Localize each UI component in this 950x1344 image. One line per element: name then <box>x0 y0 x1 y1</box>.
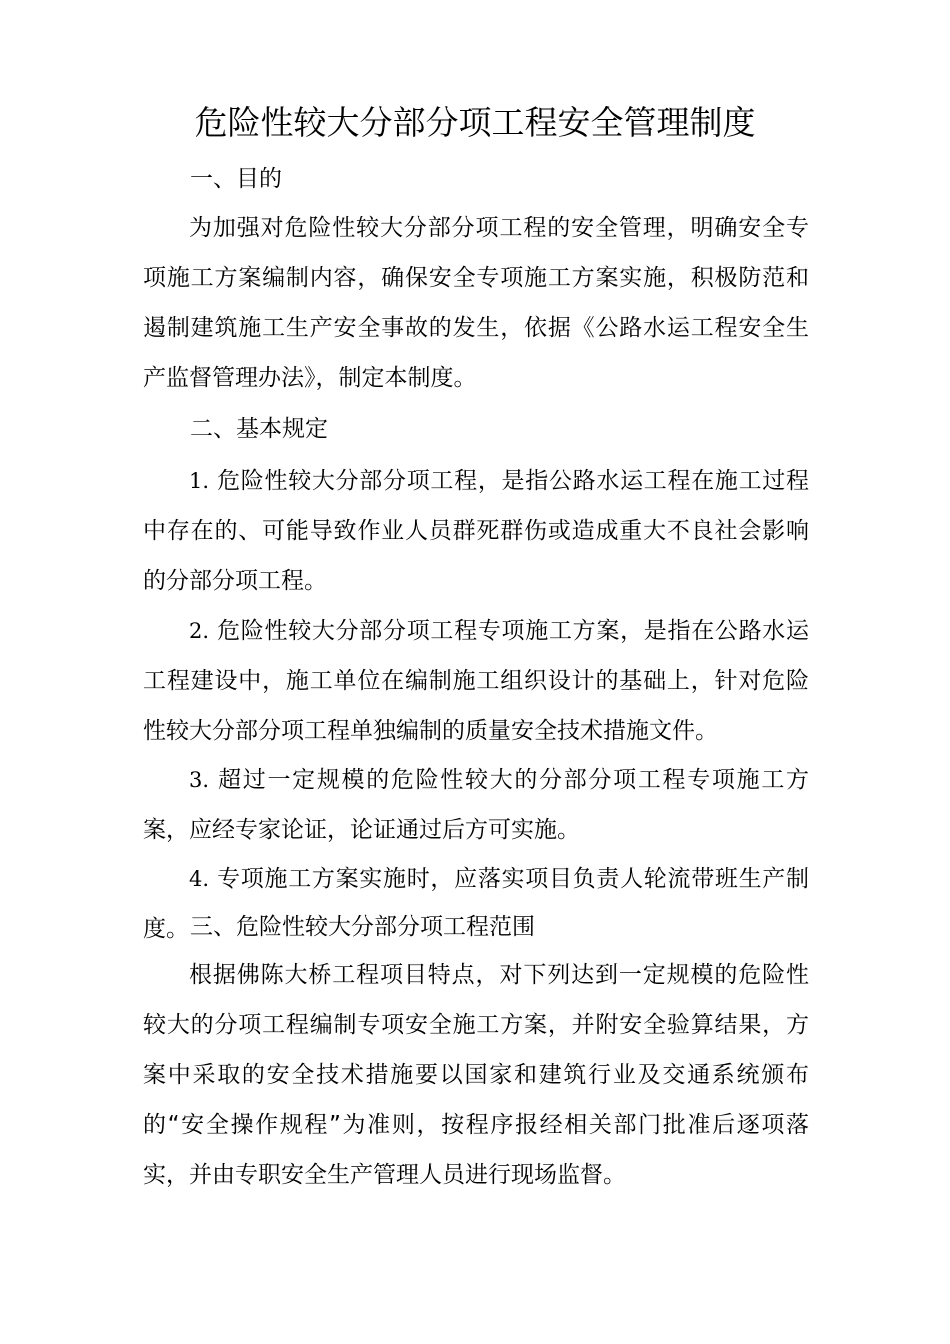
rule-item-number: 2. <box>189 619 210 643</box>
rule-item-text: 专项施工方案实施时，应落实项目负责人轮流带班生产制度。 <box>143 866 810 942</box>
document-title: 危险性较大分部分项工程安全管理制度 <box>194 103 756 142</box>
purpose-paragraph: 为加强对危险性较大分部分项工程的安全管理，明确安全专项施工方案编制内容，确保安全专项施工方案实施，积极防范和遏制建筑施工生产安全事故的发生，依据《公路水运工程安全生产监督管理办法》，制定本制度。 <box>143 215 809 391</box>
rule-item-3 <box>143 755 809 855</box>
rule-item-text: 危险性较大分部分项工程专项施工方案，是指在公路水运工程建设中，施工单位在编制施工组织设计的基础上，针对危险性较大分部分项工程单独编制的质量安全技术措施文件。 <box>143 618 810 744</box>
rule-item-number: 3. <box>189 768 210 792</box>
rule-item-text: 危险性较大分部分项工程，是指公路水运工程在施工过程中存在的、可能导致作业人员群死群伤或造成重大不良社会影响的分部分项工程。 <box>143 468 810 594</box>
rule-item-text: 超过一定规模的危险性较大的分部分项工程专项施工方案，应经专家论证，论证通过后方可实施。 <box>143 767 810 843</box>
rule-item-number: 1. <box>189 469 210 493</box>
rule-item-number: 4. <box>189 867 210 891</box>
scope-paragraph: 根据佛陈大桥工程项目特点，对下列达到一定规模的危险性较大的分项工程编制专项安全施工方案，并附安全验算结果，方案中采取的安全技术措施要以国家和建筑行业及交通系统颁布的“安全操作规程”为准则，按程序报经相关部门批准后逐项落实，并由专职安全生产管理人员进行现场监督。 <box>143 962 809 1188</box>
section-heading-purpose: 一、目的 <box>190 166 282 192</box>
section-heading-basic-rules: 二、基本规定 <box>190 416 328 442</box>
rule-item-2 <box>143 606 809 756</box>
rule-item-1 <box>143 456 809 606</box>
section-heading-scope: 三、危险性较大分部分项工程范围 <box>190 914 535 940</box>
